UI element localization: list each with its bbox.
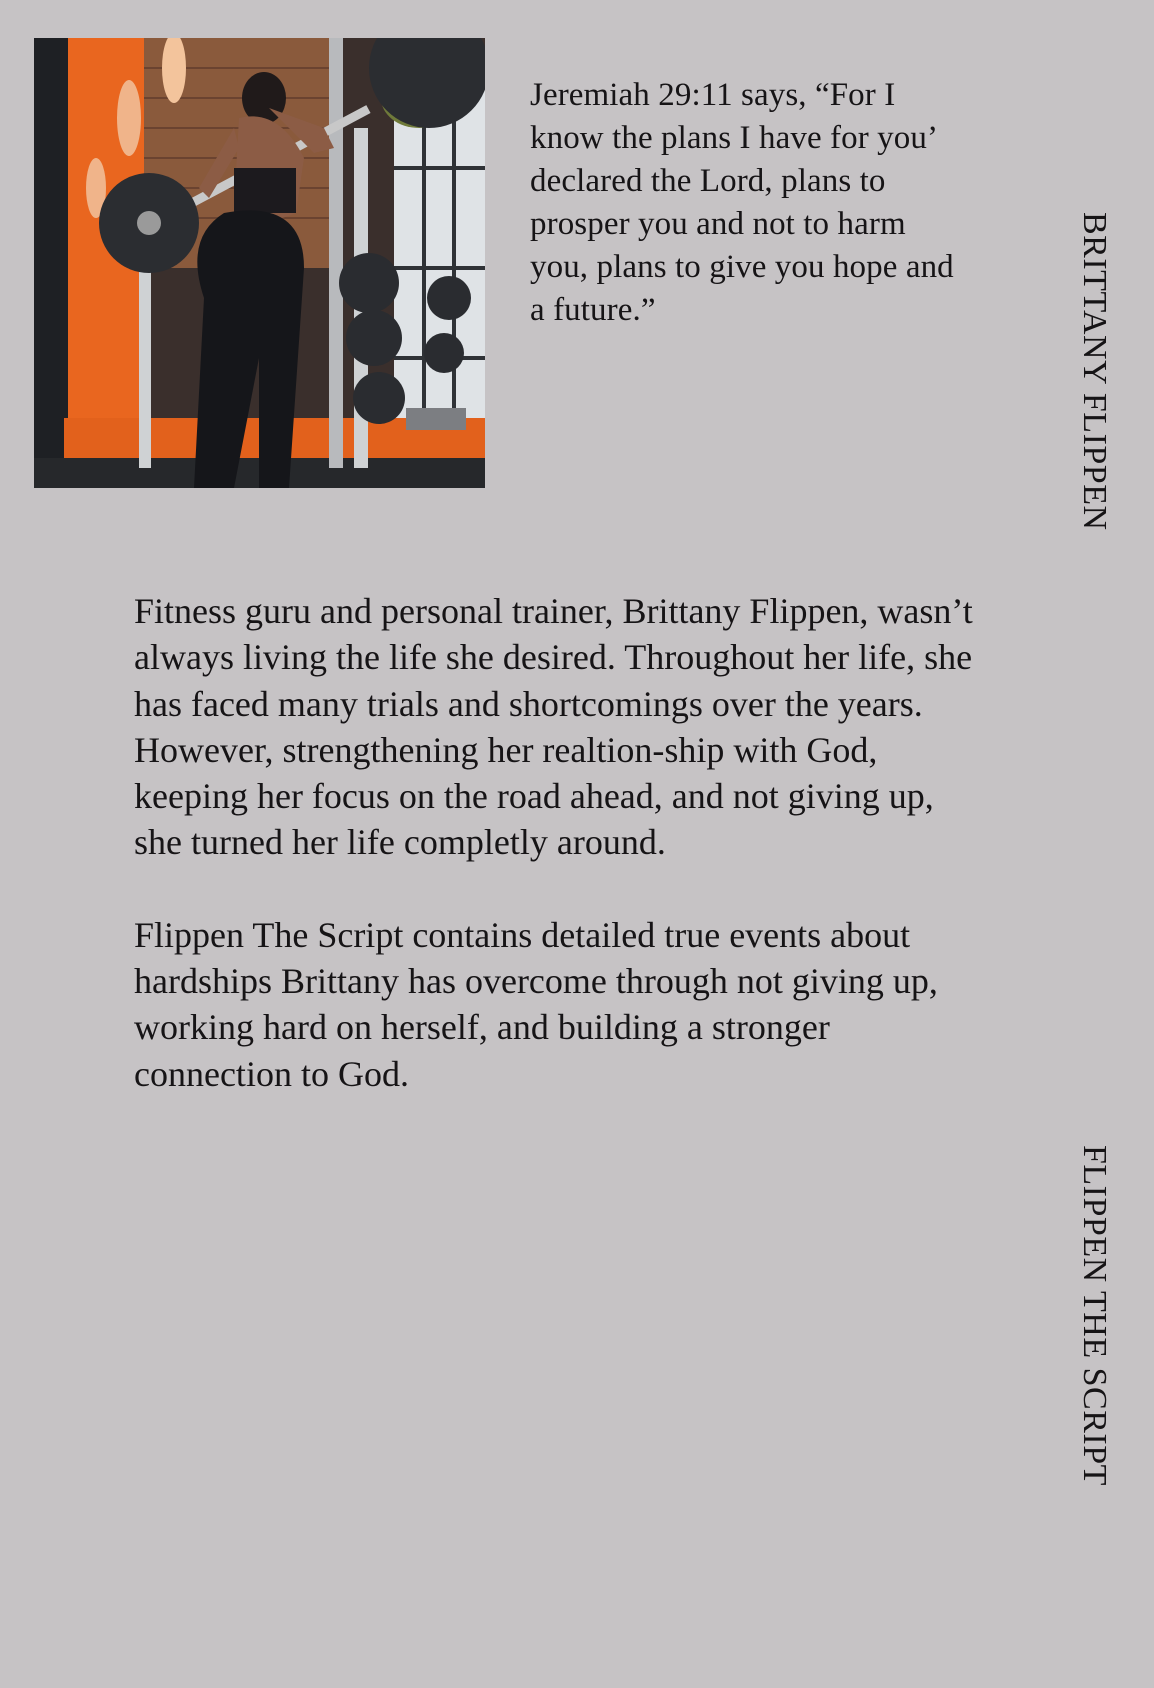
- spine-book-title: FLIPPEN THE SCRIPT: [1076, 1145, 1113, 1486]
- synopsis-paragraph-1: Fitness guru and personal trainer, Brittany Flippen, wasn’t always living the life she desired. Throughout her life, she has faced many trials and shortcomings over the years. However, strengthening her realtion-ship with God, keeping her focus on the road ahead, and not giving up, she turned her life completly around.: [134, 591, 973, 863]
- spine-author-name: BRITTANY FLIPPEN: [1076, 212, 1113, 531]
- synopsis-paragraph-2: Flippen The Script contains detailed true events about hardships Brittany has overcome through not giving up, working hard on herself, and building a stronger connection to God.: [134, 914, 938, 1094]
- scripture-quote: Jeremiah 29:11 says, “For I know the plans I have for you’ declared the Lord, plans to prosper you and not to harm you, plans to give you hope and a future.”: [530, 77, 954, 328]
- book-synopsis: [134, 588, 974, 1143]
- gym-photo-illustration: [34, 38, 485, 488]
- gym-photo: [34, 38, 485, 488]
